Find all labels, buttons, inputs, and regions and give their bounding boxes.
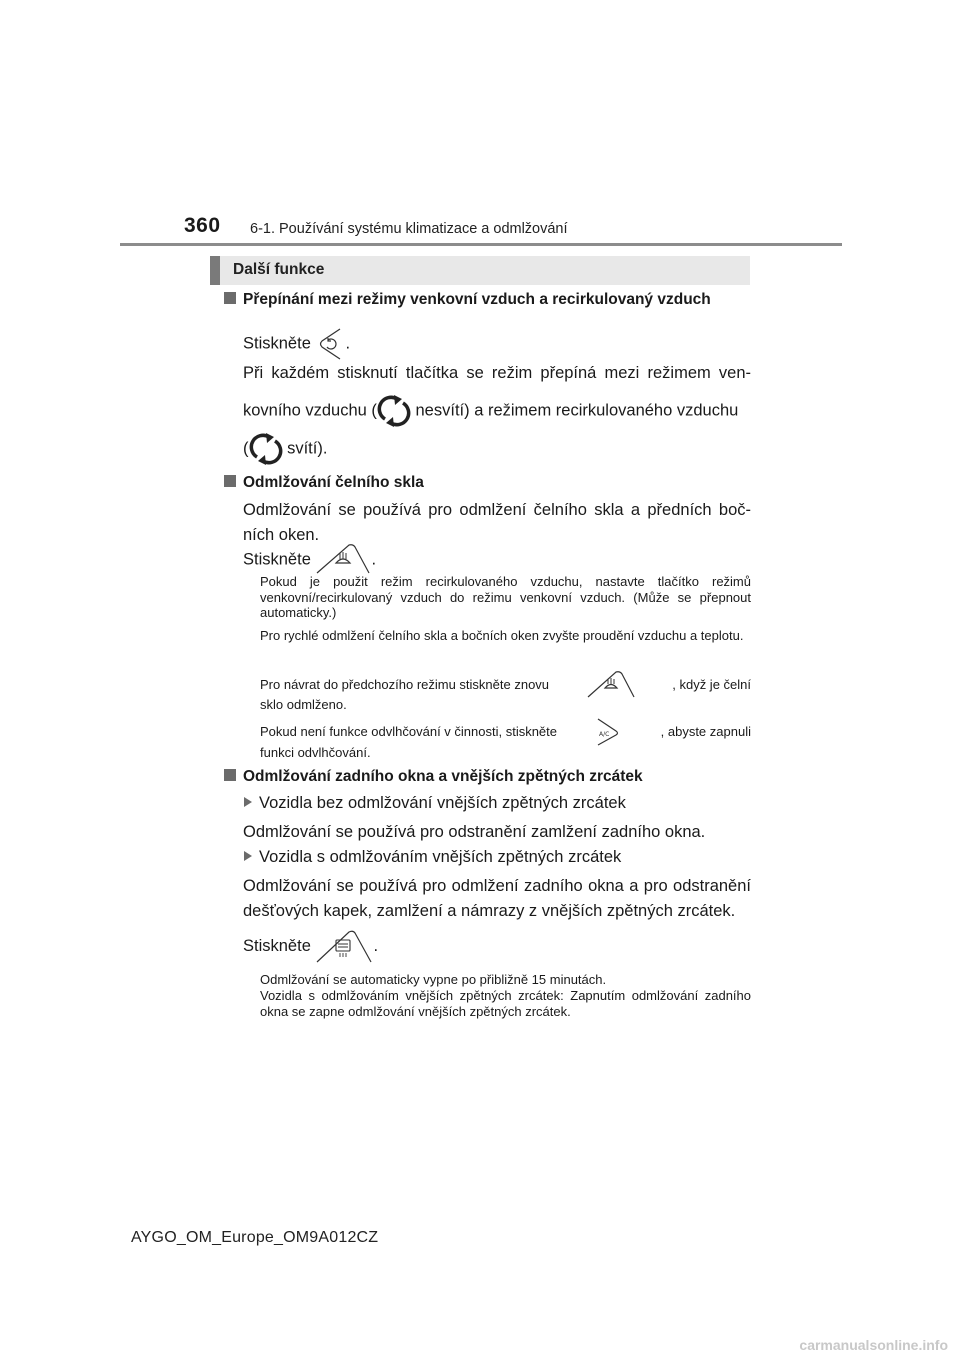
heading-rear-defog: Odmlžování zadního okna a vnějších zpětných zrcátek: [224, 768, 643, 786]
rear-note-1: Odmlžování se automaticky vypne po přibližně 15 minutách.: [260, 972, 607, 987]
watermark: carmanualsonline.info: [799, 1337, 948, 1353]
front-defogger-button-icon: [315, 543, 371, 577]
windshield-press-line: Stiskněte .: [243, 543, 751, 577]
recirc-line1: Při každém stisknutí tlačítka se režim přepíná mezi režimem ven-: [243, 364, 751, 382]
windshield-note-1: Pokud je použit režim recirkulovaného vzduchu, nastavte tlačítko režimů venkovní/recirkulovaný vzduch do režimu venkovní vzduch. (Může se přepnout automaticky.): [260, 574, 751, 620]
heading-recirculation: Přepínání mezi režimy venkovní vzduch a recirkulovaný vzduch: [224, 291, 711, 309]
rear-text-2: Odmlžování se používá pro odmlžení zadního okna a pro odstranění dešťových kapek, zamlžení a námrazy z vnějších zpětných zrcátek.: [243, 877, 751, 920]
windshield-description: Odmlžování se používá pro odmlžení čelního skla a předních boč-ních oken.: [243, 501, 751, 544]
triangle-bullet-icon: [244, 851, 252, 861]
recirculation-arrows-icon: [249, 432, 283, 466]
square-bullet-icon: [224, 292, 236, 304]
document-id: AYGO_OM_Europe_OM9A012CZ: [131, 1229, 379, 1246]
recirculation-arrows-icon: [377, 394, 411, 428]
ac-label: A/C: [598, 731, 610, 738]
recirculation-button-icon: [316, 327, 344, 361]
rear-sub-without-mirrors: Vozidla bez odmlžování vnějších zpětných zrcátek: [244, 794, 626, 813]
rear-press-line: Stiskněte .: [243, 928, 751, 965]
front-defogger-button-icon: [586, 670, 636, 700]
square-bullet-icon: [224, 475, 236, 487]
rear-sub-with-mirrors: Vozidla s odmlžováním vnějších zpětných zrcátek: [244, 848, 621, 867]
heading-windshield-defog: Odmlžování čelního skla: [224, 474, 424, 492]
page-number: 360: [184, 214, 221, 237]
windshield-note-2: Pro rychlé odmlžení čelního skla a bočních oken zvyšte proudění vzduchu a teplotu.: [260, 628, 744, 643]
windshield-note-3-cont: sklo odmlženo.: [260, 697, 347, 712]
header-divider: [120, 243, 842, 246]
ac-button-icon: [596, 717, 622, 747]
recirc-line3: ( svítí).: [243, 432, 751, 466]
triangle-bullet-icon: [244, 797, 252, 807]
recirc-press-line: Stiskněte .: [243, 327, 751, 361]
windshield-note-3: Pro návrat do předchozího režimu stiskněte znovu , když je čelní: [260, 670, 751, 700]
section-title: Další funkce: [233, 261, 325, 278]
rear-defogger-button-icon: [315, 929, 373, 965]
rear-note-2: Vozidla s odmlžováním vnějších zpětných zrcátek: Zapnutím odmlžování zadního okna se zapne odmlžování vnějších zpětných zrcátek.: [260, 988, 751, 1019]
recirc-line2: kovního vzduchu ( nesvítí) a režimem recirkulovaného vzduchu: [243, 394, 751, 428]
section-title-box: [210, 256, 750, 285]
windshield-note-4: Pokud není funkce odvlhčování v činnosti, stiskněte A/C , abyste zapnuli: [260, 717, 751, 747]
rear-text-1: Odmlžování se používá pro odstranění zamlžení zadního okna.: [243, 823, 706, 841]
windshield-note-4-cont: funkci odvlhčování.: [260, 745, 371, 760]
chapter-title: 6-1. Používání systému klimatizace a odmlžování: [250, 221, 568, 237]
square-bullet-icon: [224, 769, 236, 781]
